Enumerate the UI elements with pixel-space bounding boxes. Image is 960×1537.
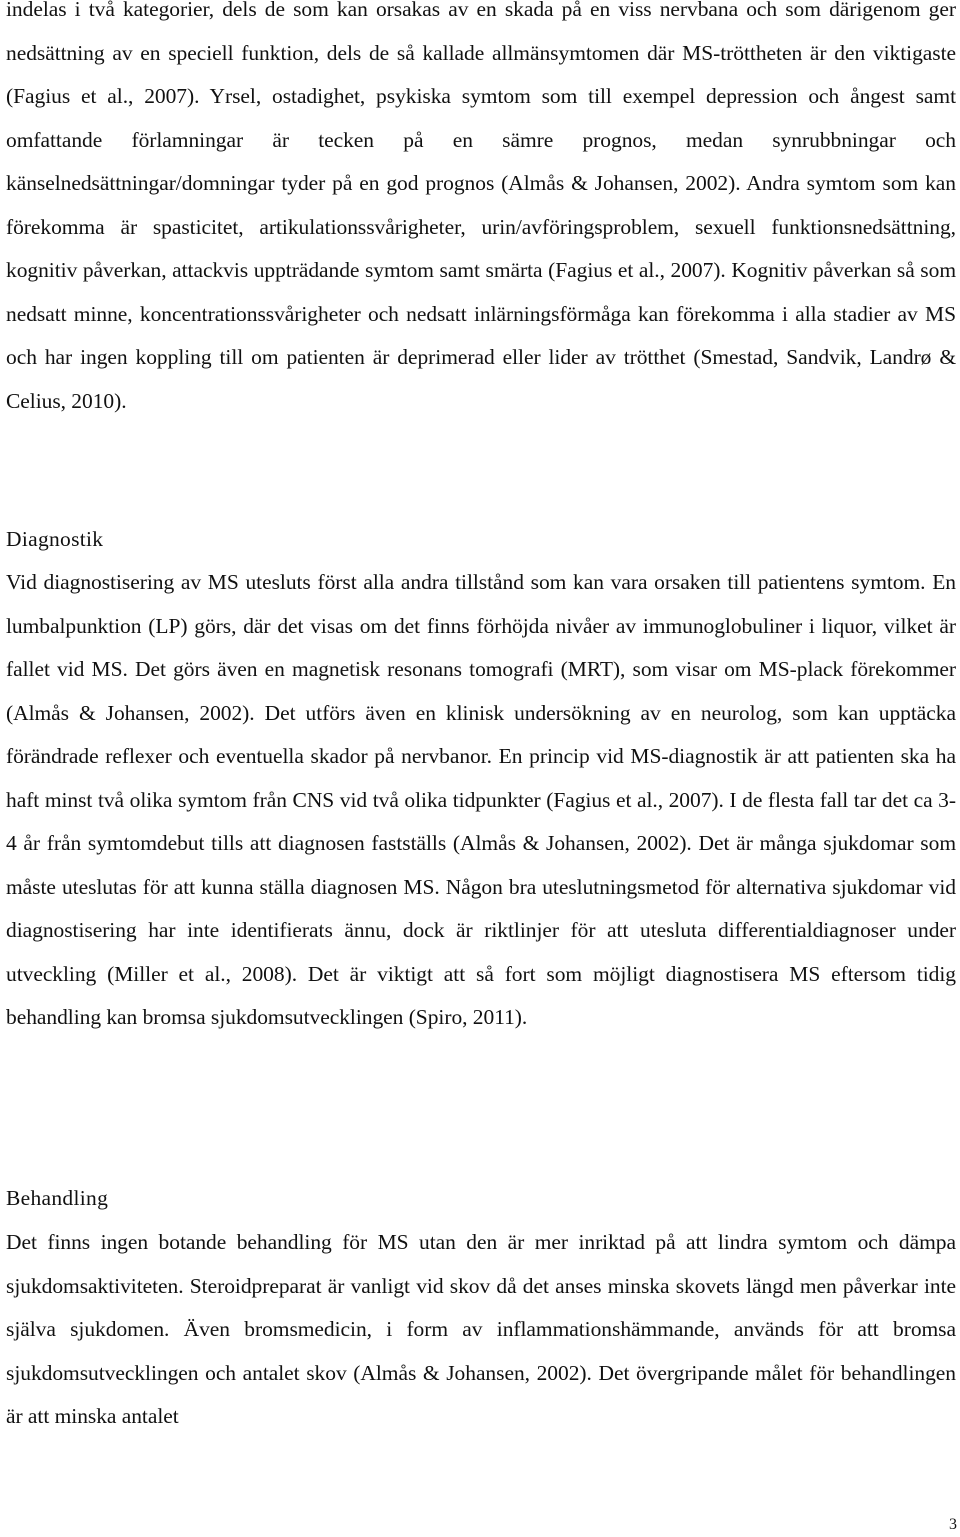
heading-diagnostik: Diagnostik — [6, 527, 104, 551]
paragraph-diagnostik: Vid diagnostisering av MS utesluts först alla andra tillstånd som kan vara orsaken till patientens symtom. En lumbalpunktion (LP) görs, där det visas om det finns förhöjda nivåer av immunoglobuliner i liquor, vilket är fallet vid MS. Det görs även en magnetisk resonans tomografi (MRT), som visar om MS-plack förekommer (Almås & Johansen, 2002). Det utförs även en klinisk undersökning av en neurolog, som kan upptäcka förändrade reflexer och eventuella skador på nervbanor. En princip vid MS-diagnostik är att patienten ska ha haft minst två olika symtom från CNS vid två olika tidpunkter (Fagius et al., 2007). I de flesta fall tar det ca 3-4 år från symtomdebut tills att diagnosen fastställs (Almås & Johansen, 2002). Det är många sjukdomar som måste uteslutas för att kunna ställa diagnosen MS. Någon bra uteslutningsmetod för alternativa sjukdomar vid diagnostisering har inte identifierats ännu, dock är riktlinjer för att utesluta differentialdiagnoser under utveckling (Miller et al., 2008). Det är viktigt att så fort som möjligt diagnostisera MS eftersom tidig behandling kan bromsa sjukdomsutvecklingen (Spiro, 2011). — [6, 570, 956, 1029]
heading-behandling: Behandling — [6, 1186, 109, 1210]
paragraph-behandling: Det finns ingen botande behandling för MS utan den är mer inriktad på att lindra symtom och dämpa sjukdomsaktiviteten. Steroidpreparat är vanligt vid skov då det anses minska skovets längd men påverkar inte själva sjukdomen. Även bromsmedicin, i form av inflammationshämmande, används för att bromsa sjukdomsutvecklingen och antalet skov (Almås & Johansen, 2002). Det övergripande målet för behandlingen är att minska antalet — [6, 1230, 956, 1428]
page-number: 3 — [949, 1516, 957, 1533]
paragraph-symptoms: indelas i två kategorier, dels de som kan orsakas av en skada på en viss nervbana och som därigenom ger nedsättning av en speciell funktion, dels de så kallade allmänsymtomen där MS-tröttheten är den viktigaste (Fagius et al., 2007). Yrsel, ostadighet, psykiska symtom som till exempel depression och ångest samt omfattande förlamningar är tecken på en sämre prognos, medan synrubbningar och känselnedsättningar/domningar tyder på en god prognos (Almås & Johansen, 2002). Andra symtom som kan förekomma är spasticitet, artikulationssvårigheter, urin/avföringsproblem, sexuell funktionsnedsättning, kognitiv påverkan, attackvis uppträdande symtom samt smärta (Fagius et al., 2007). Kognitiv påverkan så som nedsatt minne, koncentrationssvårigheter och nedsatt inlärningsförmåga kan förekomma i alla stadier av MS och har ingen koppling till om patienten är deprimerad eller lider av trötthet (Smestad, Sandvik, Landrø & Celius, 2010). — [6, 0, 956, 413]
